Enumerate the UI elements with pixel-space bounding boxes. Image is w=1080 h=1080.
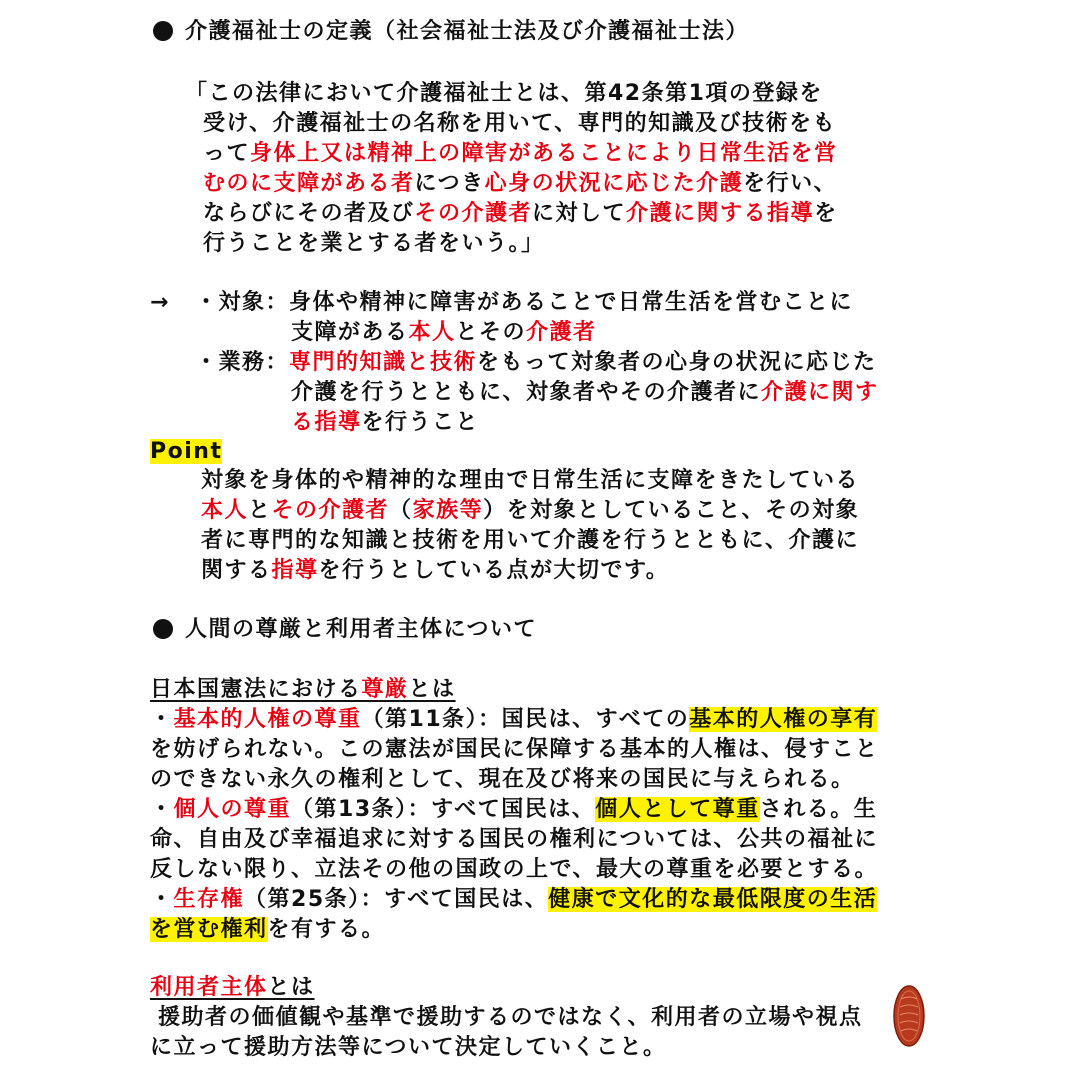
red-text: 利用者主体 (150, 975, 268, 1000)
text: って (203, 141, 251, 166)
article13-line-2 (150, 825, 878, 855)
text: 日本国憲法における (150, 677, 362, 702)
article13-line-1 (150, 795, 877, 825)
red-text: 基本的人権の尊重 (173, 707, 362, 732)
subheading-user-centered (150, 973, 315, 1003)
red-text: 本人 (201, 498, 249, 523)
red-text: 個人の尊重 (173, 797, 292, 822)
text: 「この法律において介護福祉士とは、第42条第1項の登録を (185, 81, 823, 106)
article25-line-1 (150, 885, 877, 915)
highlight-text: 健康で文化的な最低限度の生活 (548, 887, 878, 912)
red-text: 介護に関する指導 (626, 201, 815, 226)
text: ならびにその者及び (203, 201, 415, 226)
text: （第13条）：すべて国民は、 (291, 797, 596, 822)
article11-line-3 (150, 765, 855, 795)
text: ・ (150, 797, 174, 822)
text: 行うことを業とする者をいう。」 (203, 231, 545, 256)
highlight-text: を営む権利 (150, 917, 268, 942)
text: ・業務： (195, 350, 290, 375)
quote-line-4 (203, 169, 837, 199)
text: ・ (150, 887, 174, 912)
article13-line-3 (150, 855, 878, 885)
text: のできない永久の権利として、現在及び将来の国民に与えられる。 (150, 767, 855, 792)
target-line-1 (195, 288, 853, 318)
section-heading-dignity (153, 615, 537, 645)
red-text: 介護者 (526, 320, 597, 345)
user-centered-line-1 (158, 1003, 863, 1033)
article25-line-2 (150, 915, 385, 945)
text: と (248, 498, 272, 523)
quote-line-6 (203, 229, 545, 259)
quote-line-5 (203, 199, 838, 229)
bullet-icon (153, 619, 173, 639)
text: を (814, 201, 838, 226)
text: とその (455, 320, 527, 345)
section-heading-definition (153, 17, 749, 47)
text: とは (267, 975, 315, 1000)
text: を行うとしている点が大切です。 (318, 558, 670, 583)
text: 関する (201, 558, 272, 583)
target-line-2 (291, 318, 597, 348)
highlight-text: 基本的人権の享有 (689, 707, 878, 732)
duty-line-2 (291, 378, 879, 408)
text: をもって対象者の心身の状況に応じた (477, 350, 877, 375)
text: ・対象：身体や精神に障害があることで日常生活を営むことに (195, 290, 854, 315)
text: を妨げられない。この憲法が国民に保障する基本的人権は、侵すこと (150, 737, 879, 762)
text: 対象を身体的や精神的な理由で日常生活に支障をきたしている (201, 468, 860, 493)
red-text: その介護者 (271, 498, 390, 523)
red-text: 身体上又は精神上の障害があることにより日常生活を営 (250, 141, 838, 166)
text: を行うこと (361, 410, 480, 435)
text: 介護を行うとともに、対象者やその介護者に (291, 380, 762, 405)
text: に対して (532, 201, 627, 226)
text: 支障がある (291, 320, 409, 345)
quote-line-2 (203, 109, 836, 139)
bullet-icon (153, 21, 173, 41)
text: につき (414, 171, 485, 196)
text: 援助者の価値観や基準で援助するのではなく、利用者の立場や視点 (158, 1005, 863, 1030)
text: に立って援助方法等について決定していくこと。 (150, 1035, 667, 1060)
user-centered-line-2 (150, 1033, 667, 1063)
text: ・ (150, 707, 174, 732)
red-text: 本人 (408, 320, 456, 345)
point-text: Point (150, 439, 223, 464)
red-text: むのに支障がある者 (203, 171, 415, 196)
text: 命、自由及び幸福追求に対する国民の権利については、公共の福祉に (150, 827, 879, 852)
text: （第25条）：すべて国民は、 (244, 887, 549, 912)
red-text: 家族等 (412, 498, 484, 523)
red-text: 介護に関す (761, 380, 879, 405)
red-text: 専門的知識と技術 (289, 350, 478, 375)
article11-line-2 (150, 735, 879, 765)
text: （ (389, 498, 413, 523)
arrow-icon: → (150, 290, 170, 315)
text: を有する。 (267, 917, 386, 942)
point-line-2 (201, 496, 859, 526)
article11-line-1 (150, 705, 877, 735)
red-text: 尊厳 (361, 677, 409, 702)
text: 反しない限り、立法その他の国政の上で、最大の尊重を必要とする。 (150, 857, 879, 882)
duty-line-3 (291, 408, 479, 438)
duty-line-1 (195, 348, 877, 378)
quote-line-1 (185, 79, 823, 109)
point-label (150, 437, 222, 467)
red-text: る指導 (291, 410, 362, 435)
point-line-4 (201, 556, 669, 586)
quote-line-3 (203, 139, 838, 169)
red-text: 心身の状況に応じた介護 (484, 171, 744, 196)
text: ）を対象としていること、その対象 (483, 498, 860, 523)
text: とは (408, 677, 456, 702)
heading-text: 人間の尊厳と利用者主体について (185, 617, 538, 642)
text: 者に専門的な知識と技術を用いて介護を行うとともに、介護に (201, 528, 860, 553)
text: 受け、介護福祉士の名称を用いて、専門的知識及び技術をも (203, 111, 837, 136)
stamp-seal-icon (893, 985, 925, 1047)
subheading-constitution (150, 675, 456, 705)
point-line-3 (201, 526, 859, 556)
red-text: 生存権 (173, 887, 245, 912)
text: を行い、 (743, 171, 838, 196)
heading-text: 介護福祉士の定義（社会福祉士法及び介護福祉士法） (185, 19, 750, 44)
red-text: 指導 (271, 558, 319, 583)
red-text: その介護者 (414, 201, 533, 226)
highlight-text: 個人として尊重 (595, 797, 760, 822)
point-line-1 (201, 466, 859, 496)
text: （第11条）：国民は、すべての (361, 707, 690, 732)
text: される。生 (759, 797, 878, 822)
